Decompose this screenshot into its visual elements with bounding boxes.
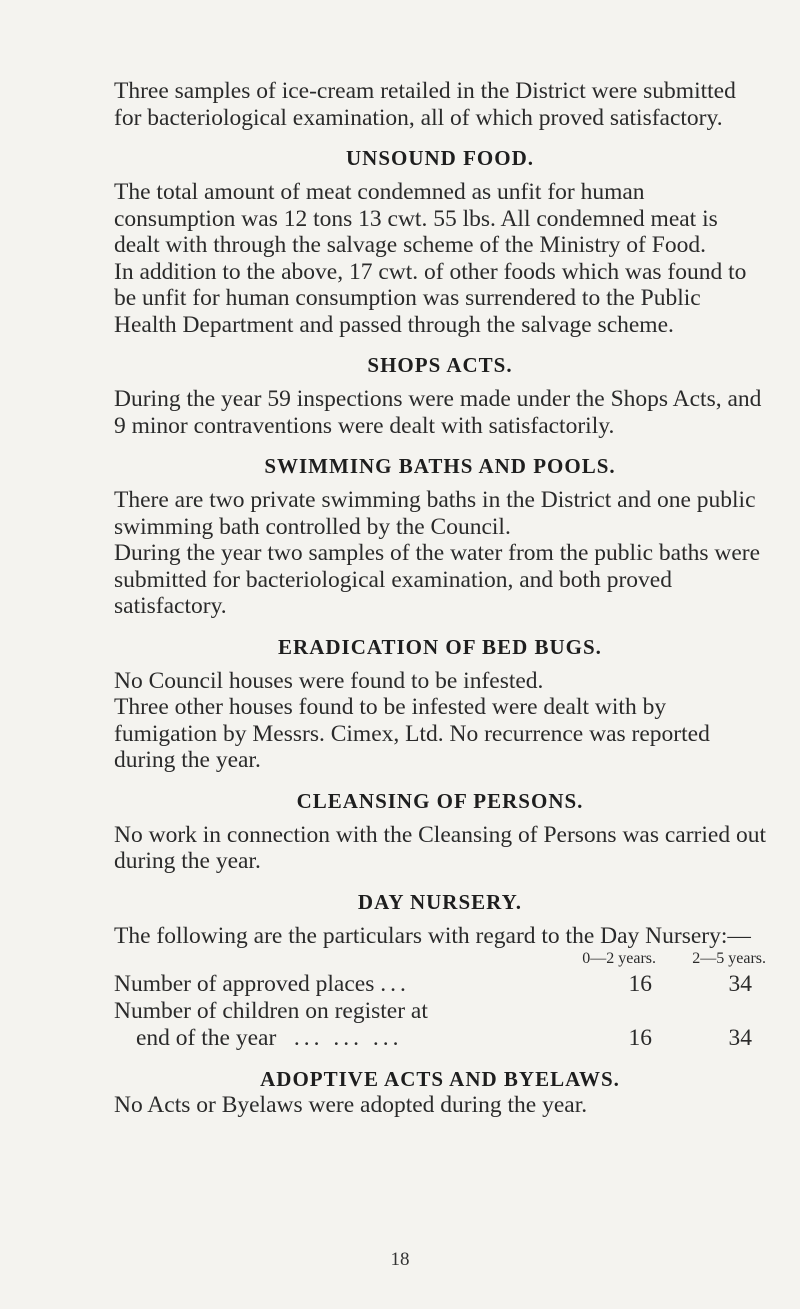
swimming-paragraph-2: During the year two samples of the water from the public baths were submitted for bacteriological examination, and both proved satisfactory. — [114, 540, 761, 619]
day-nursery-table — [114, 949, 766, 1052]
heading-swimming-baths: SWIMMING BATHS AND POOLS. — [264, 454, 616, 478]
adoptive-acts-paragraph: No Acts or Byelaws were adopted during the year. — [114, 1092, 588, 1118]
cleansing-paragraph: No work in connection with the Cleansing of Persons was carried out during the year. — [114, 821, 766, 874]
unsound-food-paragraph-2: In addition to the above, 17 cwt. of other foods which was found to be unfit for human consumption was surrendered to the Public Health Department and passed through the salvage scheme. — [114, 258, 747, 338]
row-value-2-5: 34 — [728, 971, 752, 997]
heading-day-nursery: DAY NURSERY. — [357, 889, 523, 914]
row-label: Number of children on register at — [114, 998, 428, 1024]
column-header-0-2: 0—2 years. — [582, 950, 656, 967]
row-label: end of the year ... ... ... — [136, 1025, 403, 1051]
table-column-headers — [114, 949, 766, 971]
heading-adoptive-acts: ADOPTIVE ACTS AND BYELAWS. — [260, 1067, 620, 1091]
row-value-2-5: 34 — [728, 1025, 752, 1051]
table-row — [114, 971, 766, 998]
row-value-0-2: 16 — [628, 1025, 652, 1051]
bed-bugs-paragraph-2: Three other houses found to be infested were dealt with by fumigation by Messrs. Cimex, Ltd. No recurrence was reported during the year. — [114, 694, 710, 773]
day-nursery-paragraph: The following are the particulars with regard to the Day Nursery:— — [114, 922, 751, 949]
document-page — [114, 78, 766, 1119]
heading-cleansing: CLEANSING OF PERSONS. — [296, 788, 584, 813]
column-header-2-5: 2—5 years. — [692, 950, 766, 967]
page-number: 18 — [390, 1249, 410, 1270]
swimming-paragraph-1: There are two private swimming baths in the District and one public swimming bath controlled by the Council. — [114, 487, 756, 540]
table-row — [114, 998, 766, 1025]
intro-paragraph: Three samples of ice-cream retailed in the District were submitted for bacteriological examination, all of which proved satisfactory. — [114, 78, 736, 131]
row-label: Number of approved places ... — [114, 971, 410, 997]
heading-bed-bugs: ERADICATION OF BED BUGS. — [278, 634, 602, 659]
shops-acts-paragraph: During the year 59 inspections were made under the Shops Acts, and 9 minor contraventions were dealt with satisfactorily. — [114, 386, 762, 439]
bed-bugs-paragraph-1: No Council houses were found to be infested. — [114, 667, 544, 694]
table-row — [114, 1025, 766, 1052]
unsound-food-paragraph-1: The total amount of meat condemned as unfit for human consumption was 12 tons 13 cwt. 55 lbs. All condemned meat is dealt with through the salvage scheme of the Ministry of Food. — [114, 179, 718, 258]
heading-shops-acts: SHOPS ACTS. — [367, 353, 513, 377]
row-value-0-2: 16 — [628, 971, 652, 997]
heading-unsound-food: UNSOUND FOOD. — [345, 146, 534, 170]
